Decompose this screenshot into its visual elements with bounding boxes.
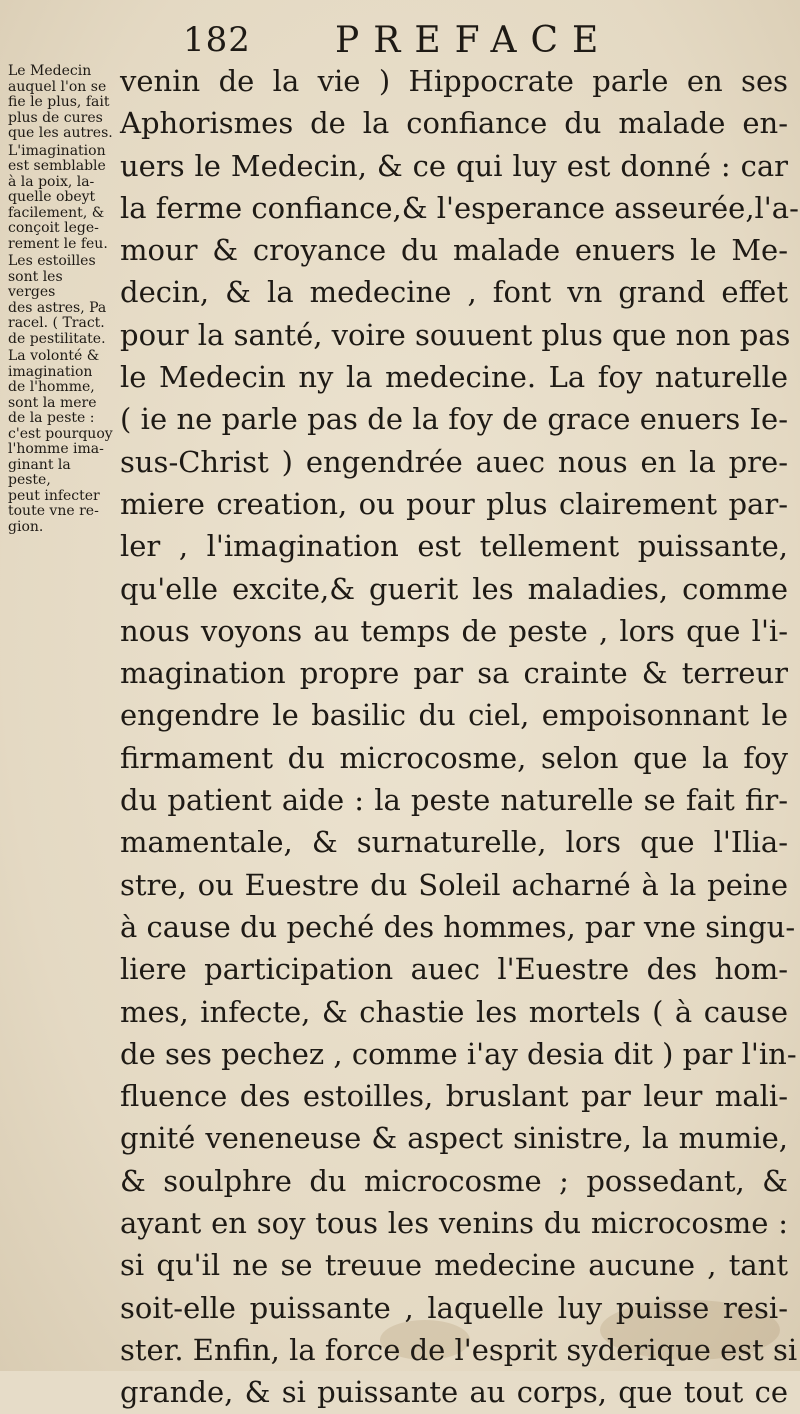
- body-line: sus-Christ ) engendrée auec nous en la pre-: [120, 444, 788, 479]
- margin-note-line: sont la mere: [8, 394, 97, 411]
- body-line: engendre le basilic du ciel, empoisonnant le: [120, 698, 788, 733]
- body-line: decin, & la medecine , font vn grand effet: [120, 275, 788, 310]
- body-line: stre, ou Euestre du Soleil acharné à la peine: [120, 867, 788, 902]
- body-line: liere participation auec l'Euestre des hom-: [120, 952, 788, 987]
- body-line: venin de la vie ) Hippocrate parle en ses: [120, 64, 788, 98]
- body-line: magination propre par sa crainte & terreur: [120, 656, 788, 691]
- margin-note-line: conçoit lege-: [8, 220, 99, 236]
- margin-note-line: de l'homme,: [8, 379, 95, 395]
- body-line: mour & croyance du malade enuers le Me-: [120, 233, 788, 268]
- margin-notes: [8, 64, 114, 537]
- body-line: ler , l'imagination est tellement puissante,: [120, 529, 788, 564]
- body-line: ( ie ne parle pas de la foy de grace enuers Ie-: [120, 402, 788, 437]
- running-title: PREFACE: [335, 20, 613, 61]
- body-line: ster. Enfin, la force de l'esprit syderique est si: [120, 1332, 798, 1367]
- margin-note-line: l'homme ima-: [8, 441, 104, 457]
- body-line: la ferme confiance,& l'esperance asseurée,l'a-: [120, 190, 799, 225]
- body-line: si qu'il ne se treuue medecine aucune , tant: [120, 1248, 788, 1283]
- body-text: [120, 60, 799, 1414]
- body-line: soit-elle puissante , laquelle luy puisse resi-: [120, 1290, 788, 1325]
- margin-note-line: sont les verges: [8, 268, 63, 300]
- margin-note-line: La volonté &: [8, 348, 100, 364]
- body-line: de ses pechez , comme i'ay desia dit ) par l'in-: [120, 1036, 797, 1071]
- body-line: qu'elle excite,& guerit les maladies, comme: [120, 571, 788, 606]
- margin-note-line: gion.: [8, 518, 44, 535]
- margin-note-line: racel. ( Tract.: [8, 315, 105, 331]
- margin-note-line: Le Medecin: [8, 63, 92, 79]
- margin-note-line: que les autres.: [8, 125, 113, 141]
- page-header: [0, 16, 800, 64]
- body-line: Aphorismes de la confiance du malade en-: [120, 106, 788, 141]
- body-line: mes, infecte, & chastie les mortels ( à cause: [120, 994, 788, 1029]
- margin-note-line: facilement, &: [8, 204, 105, 221]
- body-line: firmament du microcosme, selon que la foy: [120, 740, 788, 775]
- body-line: pour la santé, voire souuent plus que non pas: [120, 317, 791, 352]
- margin-note-line: à la poix, la-: [8, 173, 95, 190]
- body-line: mamentale, & surnaturelle, lors que l'Ilia-: [120, 825, 788, 860]
- margin-note: [8, 254, 114, 347]
- margin-note-line: toute vne re-: [8, 503, 99, 519]
- margin-note-line: Les estoilles: [8, 253, 96, 269]
- body-line: du patient aide : la peste naturelle se fait fir-: [120, 783, 788, 818]
- margin-note-line: L'imagination: [8, 142, 106, 159]
- page-number: 182: [183, 20, 251, 60]
- body-line: nous voyons au temps de peste , lors que l'i-: [120, 613, 788, 648]
- margin-note-line: de la peste :: [8, 410, 95, 426]
- margin-note-line: rement le feu.: [8, 235, 108, 252]
- margin-note: [8, 349, 114, 535]
- body-line: à cause du peché des hommes, par vne singu-: [120, 909, 796, 944]
- margin-note-line: des astres, Pa: [8, 299, 107, 316]
- margin-note-line: plus de cures: [8, 109, 103, 126]
- margin-note: [8, 144, 114, 253]
- margin-note-line: ginant la peste,: [8, 456, 71, 488]
- margin-note-line: peut infecter: [8, 487, 100, 504]
- margin-note-line: de pestilitate.: [8, 330, 106, 347]
- body-line: fluence des estoilles, bruslant par leur mali-: [120, 1079, 788, 1114]
- margin-note-line: est semblable: [8, 158, 106, 174]
- body-line: grande, & si puissante au corps, que tout ce: [120, 1375, 788, 1410]
- body-line: & soulphre du microcosme ; possedant, &: [120, 1163, 788, 1198]
- body-line: miere creation, ou pour plus clairement par-: [120, 486, 788, 521]
- margin-note-line: quelle obeyt: [8, 189, 96, 205]
- margin-note-line: auquel l'on se: [8, 78, 107, 95]
- body-line: gnité veneneuse & aspect sinistre, la mumie,: [120, 1121, 788, 1156]
- margin-note-line: c'est pourquoy: [8, 425, 113, 442]
- margin-note: [8, 64, 114, 142]
- margin-note-line: fie le plus, fait: [8, 94, 110, 110]
- margin-note-line: imagination: [8, 363, 93, 380]
- body-line: ayant en soy tous les venins du microcosme :: [120, 1206, 788, 1241]
- body-line: uers le Medecin, & ce qui luy est donné : car: [120, 148, 788, 183]
- body-line: le Medecin ny la medecine. La foy naturelle: [120, 360, 788, 395]
